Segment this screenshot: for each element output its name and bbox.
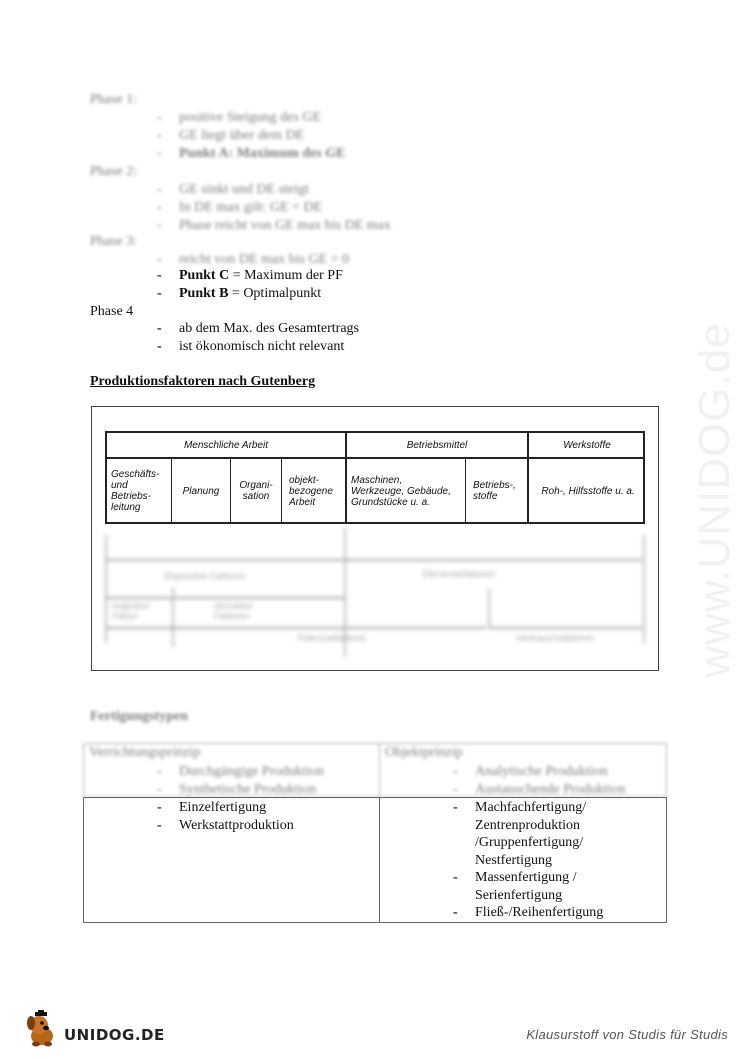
label-potenzial: Potenzialfaktoren [297,633,367,643]
list-item-continued: Zentrenproduktion [475,817,580,833]
phase-4-item: - ist ökonomisch nicht relevant [157,339,345,354]
list-item: - Massenfertigung / [453,870,577,885]
phase-1-item: - positive Steigung des GE [157,110,321,125]
list-item-continued: Serienfertigung [475,887,563,903]
header-betriebsmittel: Betriebsmittel [406,439,468,451]
unidog-logo[interactable] [22,1010,165,1050]
phase-3-label: Phase 3: [90,234,138,249]
phase-4-label: Phase 4 [90,304,134,319]
list-item: - Machfachfertigung/ [453,800,587,815]
cell-objektbezogene-arbeit: objekt- bezogene Arbeit [289,474,333,508]
dog-mascot-icon [22,1010,62,1050]
list-item: - Werkstattproduktion [157,817,294,833]
list-item: - Austauschende Produktion [453,781,626,797]
phase-1-item: - Punkt A: Maximum des GE [157,146,346,161]
header-menschliche-arbeit: Menschliche Arbeit [183,439,269,451]
logo-text: UNIDOG.DE [64,1026,165,1044]
cell-organisation: Organi- sation [239,480,273,502]
footer-claim: Klausurstoff von Studis für Studis [526,1027,728,1042]
phase-3-item-punkt-b: - Punkt B = Optimalpunkt [157,286,322,301]
cell-geschaeftsleitung: Geschäfts- und Betriebs- leitung [111,469,160,513]
list-item: - Einzelfertigung [157,800,267,815]
phase-1-label: Phase 1: [90,92,138,107]
phase-2-label: Phase 2: [90,164,138,179]
cell-maschinen: Maschinen, Werkzeuge, Gebäude, Grundstücke u. a. [351,474,451,508]
label-derivativ: derivative Faktoren [214,601,253,621]
list-item-continued: /Gruppenfertigung/ [475,835,584,850]
col1-header: Verrichtungsprinzip [89,745,201,760]
gutenberg-title: Produktionsfaktoren nach Gutenberg [90,374,316,389]
phase-3-item: - reicht von DE max bis GE = 0 [157,252,350,267]
list-item: - Durchgängige Produktion [157,764,325,779]
col2-list [453,799,603,922]
gutenberg-blurred-arrows [92,527,658,672]
list-item: - Fließ-/Reihenfertigung [453,905,604,920]
label-verbrauch: Verbrauchsfaktoren [516,633,595,643]
list-item-continued: Nestfertigung [475,852,552,868]
phase-1-item: - GE liegt über dem DE [157,128,305,143]
phase-2-item: - In DE max gilt: GE = DE [157,200,323,215]
phase-4-item: - ab dem Max. des Gesamtertrags [157,321,359,336]
label-elementar: Elementarfaktoren [422,569,496,579]
cell-betriebsstoffe: Betriebs-, stoffe [473,480,516,502]
gutenberg-table [105,431,645,524]
list-item: - Synthetische Produktion [157,781,317,797]
cell-werkstoffe: Roh-, Hilfsstoffe u. a. [541,485,635,497]
phase-2-item: - GE sinkt und DE steigt [157,182,309,197]
gutenberg-figure [91,406,659,671]
cell-planung: Planung [182,485,220,497]
label-dispositive: Dispositive Faktoren [164,571,246,581]
watermark: www.UNIDOG.de [690,322,739,678]
col2-header: Objektprinzip [385,745,463,760]
fertigungstypen-title: Fertigungstypen [90,709,188,724]
col1-list [157,799,294,834]
phase-2-item: - Phase reicht von GE max bis DE max [157,218,391,233]
header-werkstoffe: Werkstoffe [563,439,611,451]
list-item: - Analytische Produktion [453,764,608,779]
phase-3-item-punkt-c: - Punkt C = Maximum der PF [157,268,343,283]
fertigungstypen-table [83,743,667,923]
label-originaer: originärer Faktor [112,601,151,621]
